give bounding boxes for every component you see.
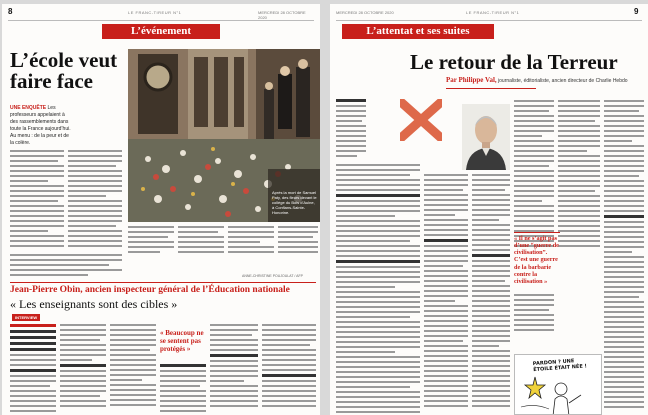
article-intro	[10, 105, 72, 147]
page-folio	[336, 7, 642, 21]
interview-subject: Jean-Pierre Obin, ancien inspecteur général de l’Éducation nationale	[10, 285, 290, 295]
body-text-column	[10, 150, 64, 250]
folio-brand: LE FRANC-TIREUR N°1	[466, 10, 520, 15]
body-text-column	[424, 174, 468, 414]
body-text-column	[336, 164, 420, 414]
editorial-cartoon	[514, 354, 602, 415]
interview-text-column	[262, 324, 316, 414]
author-portrait-image	[462, 104, 510, 170]
interview-title: « Les enseignants sont des cibles »	[10, 297, 178, 311]
section-rubric: L’événement	[102, 24, 220, 39]
interview-pullquote: « Beaucoup ne se sentent pas protégés »	[160, 329, 204, 354]
interview-tag: INTERVIEW	[12, 314, 40, 321]
intro-text: Les professeurs appelaient à des rassemblements dans toute la France aujourd’hui. Au menu : de la peur et de la colère.	[10, 105, 71, 146]
page-number: 8	[8, 7, 13, 16]
article-pullquote: « Il ne s’agit pas d’une “guerre de civilisation”. C’est une guerre de la barbarie contre la civilisation »	[514, 235, 559, 285]
body-text-column	[68, 150, 122, 250]
byline-role: journaliste, éditorialiste, ancien directeur de Charlie Hebdo	[498, 78, 628, 84]
body-text-column	[558, 100, 600, 250]
body-text-column	[604, 100, 644, 414]
left-page	[2, 4, 320, 415]
section-divider	[10, 282, 316, 283]
interview-text-column	[10, 324, 56, 414]
folio-date: MERCREDI 28 OCTOBRE 2020	[336, 10, 394, 15]
right-page	[330, 4, 648, 415]
photo-caption: Après la mort de Samuel Paty, des fleurs devant le collège du Bois d’Aulne, à Conflans-Sainte-Honorine.	[272, 190, 317, 215]
body-text-column	[336, 99, 366, 159]
author-portrait	[462, 104, 510, 170]
section-rubric: L’attentat et ses suites	[342, 24, 494, 39]
pullquote-rule	[514, 232, 560, 233]
interview-text-column	[60, 324, 106, 414]
article-headline: Le retour de la Terreur	[410, 50, 618, 74]
body-text-column	[514, 294, 554, 334]
body-text-column	[228, 226, 274, 256]
red-mark-icon	[400, 99, 442, 141]
interview-text-column	[110, 324, 156, 414]
body-text-column	[278, 226, 318, 256]
interview-text-column	[160, 364, 206, 414]
page-number: 9	[634, 7, 639, 16]
interview-text-column	[210, 324, 258, 414]
body-text-column	[178, 226, 224, 256]
folio-brand: LE FRANC-TIREUR N°1	[128, 10, 182, 15]
article-headline: L’école veut faire face	[10, 48, 118, 94]
body-text-column	[472, 174, 510, 414]
body-text-column	[128, 226, 174, 256]
folio-date: MERCREDI 28 OCTOBRE 2020	[258, 10, 306, 20]
body-text-column	[514, 100, 554, 250]
body-text-column	[10, 254, 122, 279]
photo-credit: ANNE-CHRISTINE POUJOULAT / AFP	[242, 274, 303, 278]
cartoon-drawing-icon	[515, 355, 602, 415]
byline-rule	[446, 88, 536, 89]
byline-author: Par Philippe Val,	[446, 76, 497, 84]
cartoon-speech: PARDON ? UNE ÉTOILE ÉTAIT NÉE !	[532, 358, 588, 374]
intro-lead: UNE ENQUÊTE	[10, 105, 47, 111]
article-byline	[446, 76, 646, 84]
page-folio	[8, 7, 314, 21]
